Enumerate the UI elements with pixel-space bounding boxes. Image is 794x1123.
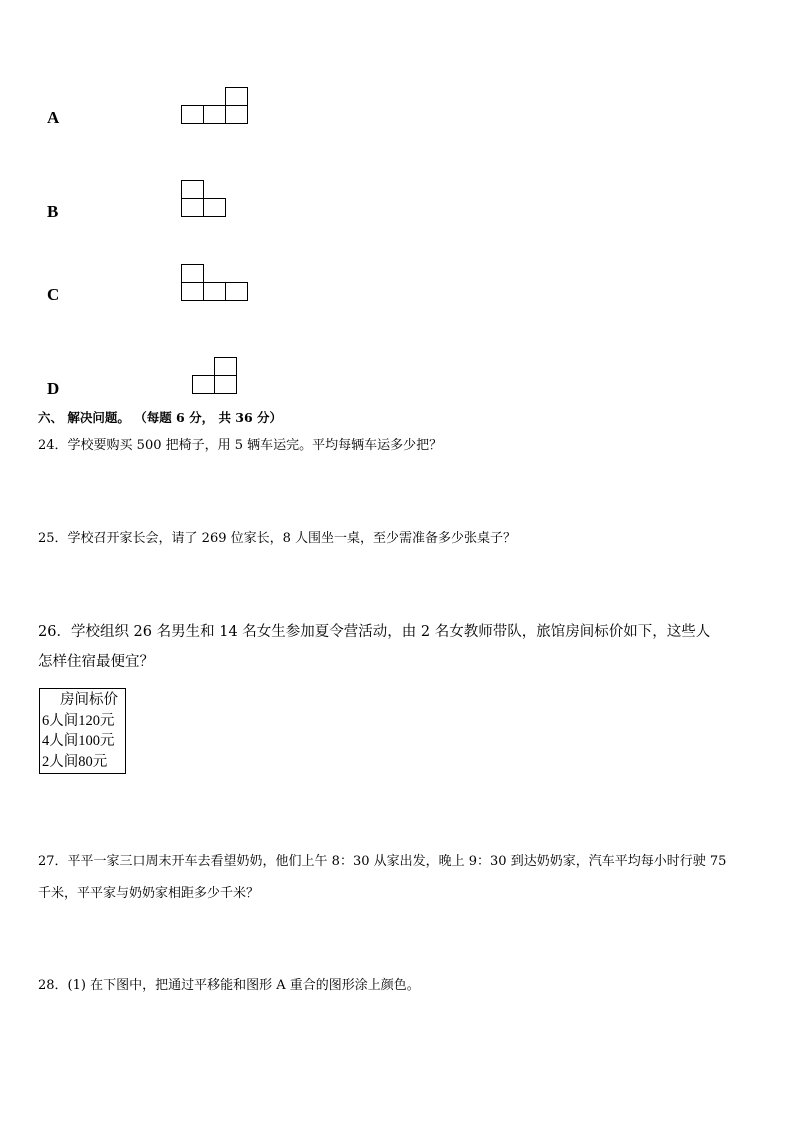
grid-square bbox=[214, 357, 237, 376]
option-c-figure bbox=[181, 264, 251, 302]
price-table-title: 房间标价 bbox=[60, 692, 118, 708]
price-table-row: 4人间100元 bbox=[42, 733, 115, 749]
question-27-line-2: 千米，平平家与奶奶家相距多少千米？ bbox=[38, 886, 260, 901]
option-a-label: A bbox=[47, 108, 60, 127]
grid-square bbox=[203, 198, 226, 217]
grid-square bbox=[181, 180, 204, 199]
grid-square bbox=[181, 198, 204, 217]
grid-square bbox=[192, 375, 215, 394]
price-table-row: 6人间120元 bbox=[42, 712, 115, 729]
option-d-figure bbox=[192, 357, 242, 395]
question-26-line-2: 怎样住宿最便宜？ bbox=[38, 654, 154, 670]
grid-square bbox=[203, 282, 226, 301]
question-27-line-1: 27．平平一家三口周末开车去看望奶奶，他们上午 8：30 从家出发，晚上 9：30 到达奶奶家，汽车平均每小时行驶 75 bbox=[38, 854, 727, 869]
option-a-figure bbox=[181, 87, 251, 125]
section-title: 六、 解决问题。 （每题 6 分， 共 36 分） bbox=[38, 410, 283, 425]
option-c-label: C bbox=[47, 285, 60, 304]
grid-square bbox=[181, 282, 204, 301]
question-28: 28．(1) 在下图中，把通过平移能和图形 A 重合的图形涂上颜色。 bbox=[38, 978, 420, 993]
grid-square bbox=[181, 105, 204, 124]
grid-square bbox=[225, 87, 248, 106]
grid-square bbox=[181, 264, 204, 283]
grid-square bbox=[203, 105, 226, 124]
option-d-label: D bbox=[47, 379, 60, 398]
option-b-figure bbox=[181, 180, 231, 218]
price-table-row: 2人间80元 bbox=[42, 753, 108, 770]
grid-square bbox=[214, 375, 237, 394]
question-25: 25．学校召开家长会，请了 269 位家长，8 人围坐一桌，至少需准备多少张桌子？ bbox=[38, 531, 517, 546]
question-26-line-1: 26．学校组织 26 名男生和 14 名女生参加夏令营活动，由 2 名女教师带队，旅馆房间标价如下，这些人 bbox=[38, 624, 711, 640]
grid-square bbox=[225, 105, 248, 124]
question-24: 24．学校要购买 500 把椅子，用 5 辆车运完。平均每辆车运多少把？ bbox=[38, 438, 443, 453]
option-b-label: B bbox=[47, 202, 59, 221]
grid-square bbox=[225, 282, 248, 301]
price-table bbox=[39, 688, 126, 774]
